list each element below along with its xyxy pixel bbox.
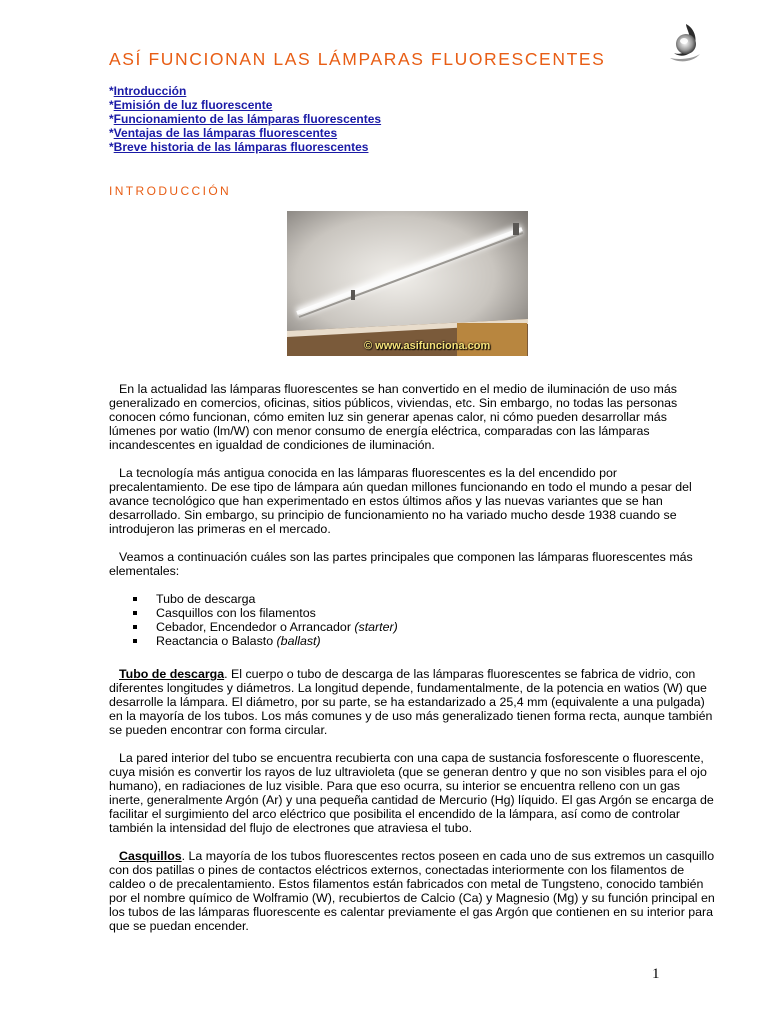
paragraph-intro-2: La tecnología más antigua conocida en las lámparas fluorescentes es la del encendido por precalentamiento. De ese tipo de lámpara aún quedan millones funcionando en todo el mundo a pesar del avance tecnológico que han experimentado en estos últimos años y las nuevas variantes que se han desarrollado. Sin embargo, su principio de funcionamiento no ha variado mucho desde 1938 cuando se introdujeron las primeras en el mercado. — [109, 466, 692, 536]
toc-link[interactable]: Introducción — [113, 84, 187, 98]
paragraph-tubo-descarga: Tubo de descarga. El cuerpo o tubo de descarga de las lámparas fluorescentes se fabrica de vidrio, con diferentes longitudes y diámetros. La longitud depende, fundamentalmente, de la potencia en watios (W) que desarrolle la lámpara. El diámetro, por su parte, se ha estandarizado a 25,4 mm (equivalente a una pulgada) en la mayoría de los tubos. Los más comunes y de uso más generalizado tienen forma recta, aunque también se pueden encontrar con forma circular. — [109, 667, 713, 737]
toc-item-introduccion[interactable]: *Introducción — [109, 84, 187, 98]
toc-link[interactable]: Breve historia de las lámparas fluorescentes — [113, 140, 369, 154]
paragraph-intro-1: En la actualidad las lámparas fluorescentes se han convertido en el medio de iluminación de uso más generalizado en comercios, oficinas, sitios públicos, viviendas, etc. Sin embargo, no todas las personas conocen cómo funcionan, cómo emiten luz sin generar apenas calor, ni cómo pueden desarrollar más lúmenes por watio (lm/W) con menor consumo de energía eléctrica, comparadas con las lámparas incandescentes en igualdad de condiciones de iluminación. — [109, 382, 678, 452]
paragraph-casquillos: Casquillos. La mayoría de los tubos fluorescentes rectos poseen en cada uno de sus extremos un casquillo con dos patillas o pines de contactos eléctricos externos, conectadas interiormente con los filamentos de caldeo o de precalentamiento. Estos filamentos están fabricados con metal de Tungsteno, conocido también por el nombre químico de Wolframio (W), recubiertos de Calcio (Ca) y Magnesio (Mg) y su función principal en los tubos de las lámparas fluorescente es calentar previamente el gas Argón que contienen en su interior para que se puedan encender. — [109, 849, 715, 933]
fluorescent-lamp-photo — [287, 211, 528, 356]
paragraph-intro-3: Veamos a continuación cuáles son las partes principales que componen las lámparas fluorescentes más elementales: — [109, 550, 693, 578]
term-tubo-descarga: Tubo de descarga — [119, 667, 225, 681]
globe-swirl-logo — [664, 20, 704, 64]
page-number: 1 — [652, 966, 660, 982]
toc-item-funcionamiento[interactable]: *Funcionamiento de las lámparas fluorescentes — [109, 112, 382, 126]
toc-item-historia[interactable]: *Breve historia de las lámparas fluorescentes — [109, 140, 369, 154]
toc-link[interactable]: Funcionamiento de las lámparas fluorescentes — [113, 112, 382, 126]
toc-link[interactable]: Emisión de luz fluorescente — [113, 98, 273, 112]
section-heading-introduccion: INTRODUCCIÓN — [109, 184, 232, 198]
parts-list — [131, 592, 398, 648]
list-item: Reactancia o Balasto (ballast) — [131, 634, 398, 648]
list-item: Cebador, Encendedor o Arrancador (starter) — [131, 620, 398, 634]
term-casquillos: Casquillos — [119, 849, 182, 863]
table-of-contents — [109, 84, 381, 154]
list-item: Tubo de descarga — [131, 592, 398, 606]
toc-link[interactable]: Ventajas de las lámparas fluorescentes — [113, 126, 338, 140]
document-title: ASÍ FUNCIONAN LAS LÁMPARAS FLUORESCENTES — [109, 49, 606, 69]
list-item: Casquillos con los filamentos — [131, 606, 398, 620]
photo-credit: © www.asifunciona.com — [364, 340, 491, 352]
toc-item-ventajas[interactable]: *Ventajas de las lámparas fluorescentes — [109, 126, 338, 140]
toc-item-emision[interactable]: *Emisión de luz fluorescente — [109, 98, 273, 112]
paragraph-pared-interior: La pared interior del tubo se encuentra recubierta con una capa de sustancia fosforescente o fluorescente, cuya misión es convertir los rayos de luz ultravioleta (que se generan dentro y que no son visibles para el ojo humano), en radiaciones de luz visible. Para que eso ocurra, su interior se encuentra relleno con un gas inerte, generalmente Argón (Ar) y una pequeña cantidad de Mercurio (Hg) líquido. El gas Argón se encarga de facilitar el surgimiento del arco eléctrico que posibilita el encendido de la lámpara, así como de controlar también la intensidad del flujo de electrones que atraviesa el tubo. — [109, 751, 714, 835]
